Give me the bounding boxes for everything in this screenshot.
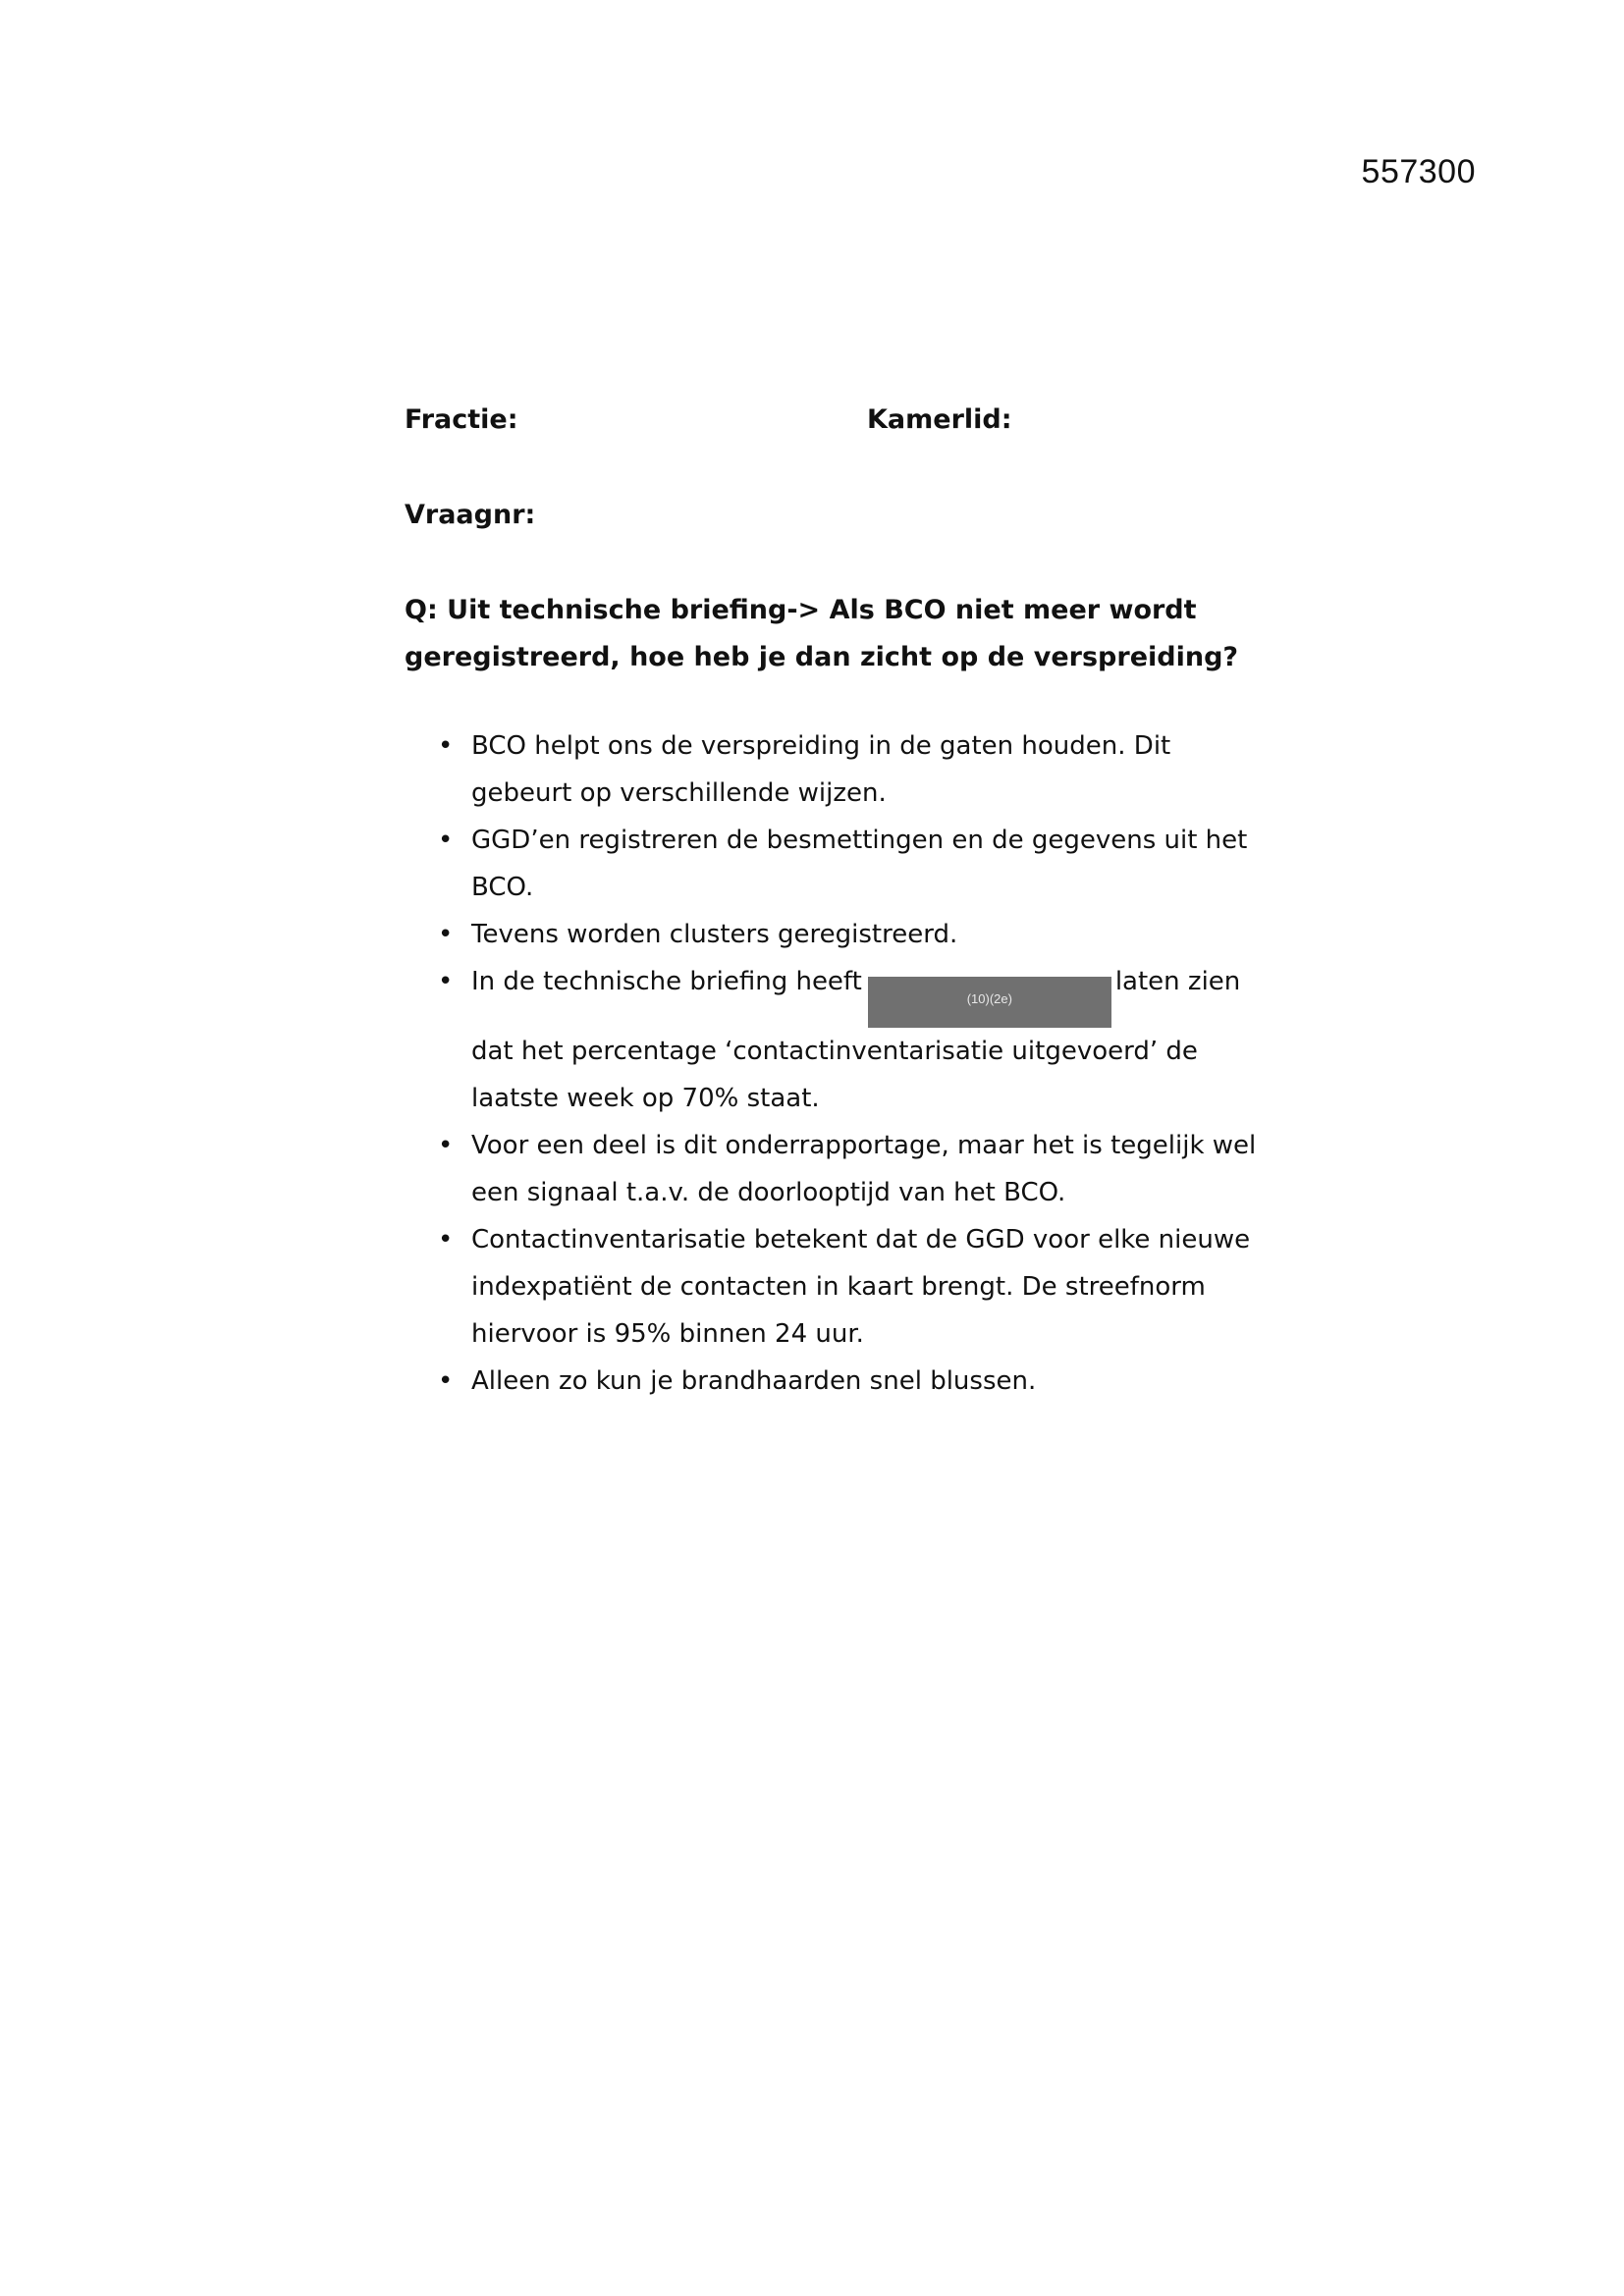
answer-list (405, 722, 1269, 1405)
answer-text-after-redaction: laten zien dat het percentage ‘contactinventarisatie uitgevoerd’ de laatste week op 70% staat. (471, 967, 1241, 1113)
answer-item (405, 958, 1269, 1122)
answer-text: GGD’en registreren de besmettingen en de gegevens uit het BCO. (471, 826, 1248, 902)
bullet-icon: • (438, 1366, 454, 1396)
answer-item (405, 911, 1269, 958)
document-number: 557300 (1361, 153, 1476, 190)
answer-text-before-redaction: In de technische briefing heeft (471, 967, 862, 996)
field-label-fractie: Fractie: (405, 404, 518, 435)
answer-item (405, 722, 1269, 817)
answer-text: BCO helpt ons de verspreiding in de gaten houden. Dit gebeurt op verschillende wijzen. (471, 731, 1171, 808)
redaction-box: (10)(2e) (868, 977, 1111, 1028)
question (405, 587, 1249, 681)
answer-item (405, 1122, 1269, 1216)
bullet-icon: • (438, 1131, 454, 1160)
bullet-icon: • (438, 1225, 454, 1255)
field-label-vraagnr: Vraagnr: (405, 500, 536, 530)
answer-text: Contactinventarisatie betekent dat de GGD voor elke nieuwe indexpatiënt de contacten in kaart brengt. De streefnorm hiervoor is 95% binnen 24 uur. (471, 1225, 1251, 1349)
bullet-icon: • (438, 731, 454, 761)
answer-text: Alleen zo kun je brandhaarden snel blussen. (471, 1366, 1037, 1396)
answer-text: Tevens worden clusters geregistreerd. (471, 920, 958, 949)
question-line-1: Q: Uit technische briefing-> Als BCO niet meer wordt (405, 595, 1197, 625)
bullet-icon: • (438, 967, 454, 996)
field-label-kamerlid: Kamerlid: (867, 404, 1012, 435)
answer-item (405, 1358, 1269, 1405)
question-line-2: geregistreerd, hoe heb je dan zicht op de verspreiding? (405, 642, 1239, 672)
bullet-icon: • (438, 920, 454, 949)
answer-item (405, 817, 1269, 911)
answer-text: Voor een deel is dit onderrapportage, maar het is tegelijk wel een signaal t.a.v. de doorlooptijd van het BCO. (471, 1131, 1257, 1207)
answer-item (405, 1216, 1269, 1358)
bullet-icon: • (438, 826, 454, 855)
